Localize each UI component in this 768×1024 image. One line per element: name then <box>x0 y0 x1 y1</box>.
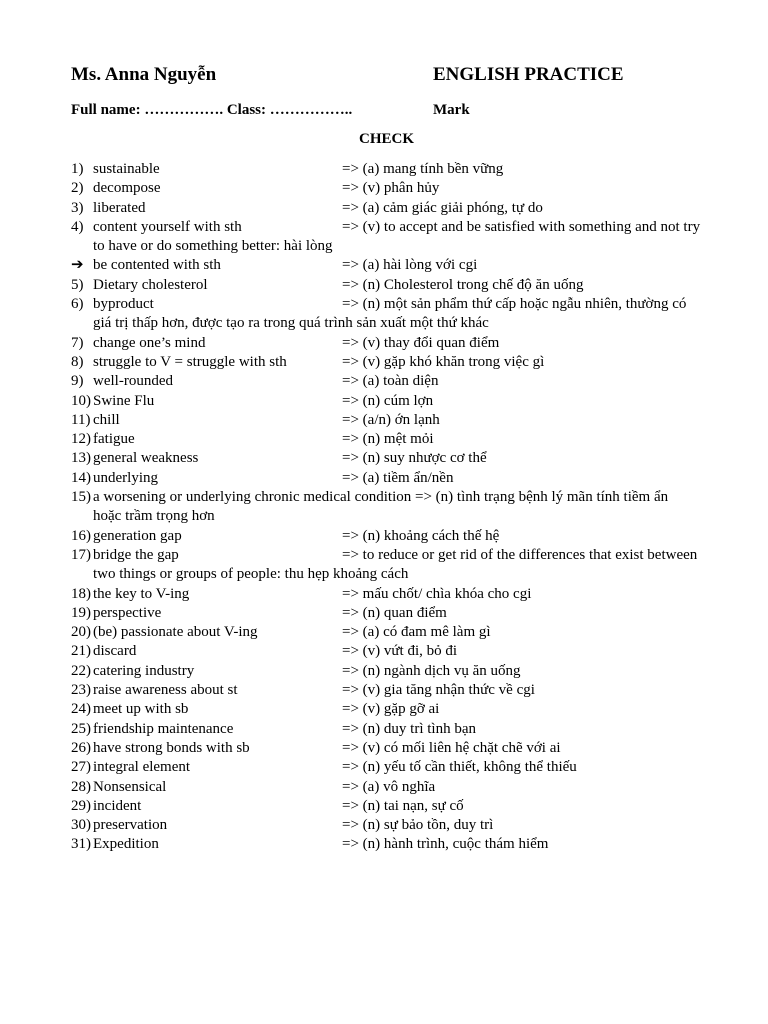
item-definition: => (n) quan điểm <box>342 604 447 621</box>
item-term: byproduct <box>93 296 154 313</box>
item-definition: => (n) mệt mỏi <box>342 431 434 448</box>
list-item <box>71 662 711 681</box>
mark-label: Mark <box>433 102 470 118</box>
item-term: fatigue <box>93 431 135 448</box>
item-definition: => (n) tai nạn, sự cố <box>342 797 464 814</box>
list-item <box>71 700 711 719</box>
fullname-class-line: Full name: ……………. Class: …………….. <box>71 102 353 118</box>
item-term: friendship maintenance <box>93 720 234 737</box>
list-item <box>71 334 711 353</box>
item-number: 7) <box>71 334 84 351</box>
item-number: 24) <box>71 701 91 718</box>
item-number: 6) <box>71 296 84 313</box>
item-number: 29) <box>71 797 91 814</box>
list-item <box>71 546 711 585</box>
item-term: generation gap <box>93 527 182 544</box>
teacher-name: Ms. Anna Nguyễn <box>71 64 217 85</box>
item-number: 3) <box>71 199 84 216</box>
worksheet-title: ENGLISH PRACTICE <box>433 64 624 85</box>
item-term: struggle to V = struggle with sth <box>93 353 287 370</box>
item-term: content yourself with sth <box>93 218 242 235</box>
item-number: 18) <box>71 585 91 602</box>
item-term: general weakness <box>93 450 199 467</box>
item-definition: => (v) gặp gỡ ai <box>342 701 440 718</box>
item-definition: => (n) sự bảo tồn, duy trì <box>342 817 494 834</box>
item-number: 23) <box>71 682 91 699</box>
list-item <box>71 623 711 642</box>
item-definition: => (n) suy nhược cơ thể <box>342 450 487 467</box>
item-number: 14) <box>71 469 91 486</box>
list-item <box>71 642 711 661</box>
item-definition: => (v) phân hủy <box>342 180 440 197</box>
item-definition: => (n) tình trạng bệnh lý mãn tính tiềm ẩn <box>411 489 669 506</box>
item-definition-continued: two things or groups of people: thu hẹp khoảng cách <box>93 566 409 583</box>
list-item <box>71 720 711 739</box>
item-number: 30) <box>71 817 91 834</box>
item-term: raise awareness about st <box>93 682 238 699</box>
item-number: 19) <box>71 604 91 621</box>
item-number: 1) <box>71 161 84 177</box>
item-term: discard <box>93 643 137 660</box>
item-term: liberated <box>93 199 146 216</box>
item-definition: => (v) to accept and be satisfied with something and not try <box>342 218 701 235</box>
item-number: 13) <box>71 450 91 467</box>
list-item <box>71 681 711 700</box>
item-number: 27) <box>71 759 91 776</box>
item-definition: => (a/n) ớn lạnh <box>342 411 440 428</box>
item-term: Dietary cholesterol <box>93 276 208 293</box>
list-item <box>71 392 711 411</box>
list-item <box>71 430 711 449</box>
list-item <box>71 295 711 334</box>
item-term: perspective <box>93 604 162 621</box>
list-item <box>71 199 711 218</box>
item-definition: => mấu chốt/ chìa khóa cho cgi <box>342 585 532 602</box>
item-definition: => (a) toàn diện <box>342 373 439 390</box>
item-term: chill <box>93 411 120 428</box>
item-definition-continued: hoặc trầm trọng hơn <box>93 508 215 525</box>
item-term: change one’s mind <box>93 334 206 351</box>
list-item <box>71 488 711 527</box>
item-number: 31) <box>71 836 91 853</box>
item-term: sustainable <box>93 161 160 177</box>
item-definition: => (v) gia tăng nhận thức về cgi <box>342 682 535 699</box>
item-definition-continued: to have or do something better: hài lòng <box>93 238 333 255</box>
item-definition: => (a) tiềm ẩn/nền <box>342 469 454 486</box>
arrow-right-icon: ➔ <box>71 257 84 274</box>
item-number: 15) <box>71 489 91 506</box>
item-number: 2) <box>71 180 84 197</box>
list-item <box>71 160 711 179</box>
item-term: have strong bonds with sb <box>93 739 250 756</box>
item-term: Expedition <box>93 836 159 853</box>
item-term: a worsening or underlying chronic medical condition <box>93 489 412 506</box>
item-term: integral element <box>93 759 191 776</box>
item-term: well-rounded <box>93 373 173 390</box>
item-number: 4) <box>71 218 84 235</box>
item-term: meet up with sb <box>93 701 189 718</box>
item-term: the key to V-ing <box>93 585 190 602</box>
list-item <box>71 585 711 604</box>
item-term: Swine Flu <box>93 392 155 409</box>
item-definition: => (a) cảm giác giải phóng, tự do <box>342 199 543 216</box>
item-term: Nonsensical <box>93 778 167 795</box>
list-item <box>71 758 711 777</box>
item-definition-continued: giá trị thấp hơn, được tạo ra trong quá trình sản xuất một thứ khác <box>93 315 489 332</box>
item-definition: => (v) vứt đi, bỏ đi <box>342 643 458 660</box>
list-item <box>71 835 711 854</box>
item-number: 21) <box>71 643 91 660</box>
item-number: 22) <box>71 662 91 679</box>
item-term: preservation <box>93 817 168 834</box>
item-term: bridge the gap <box>93 546 179 563</box>
item-definition: => (n) duy trì tình bạn <box>342 720 476 737</box>
list-item <box>71 469 711 488</box>
item-number: 25) <box>71 720 91 737</box>
item-number: 28) <box>71 778 91 795</box>
item-number: 10) <box>71 392 91 409</box>
item-term: be contented with sth <box>93 257 221 274</box>
item-number: 26) <box>71 739 91 756</box>
item-term: (be) passionate about V-ing <box>93 624 258 641</box>
list-item <box>71 372 711 391</box>
list-item <box>71 739 711 758</box>
list-item <box>71 179 711 198</box>
list-item <box>71 411 711 430</box>
item-definition: => (n) Cholesterol trong chế độ ăn uống <box>342 276 584 293</box>
item-definition: => (v) có mối liên hệ chặt chẽ với ai <box>342 739 561 756</box>
item-definition: => to reduce or get rid of the differences that exist between <box>342 546 698 563</box>
item-definition: => (a) mang tính bền vững <box>342 161 504 177</box>
item-definition: => (a) có đam mê làm gì <box>342 624 491 641</box>
list-item <box>71 256 711 275</box>
list-item <box>71 527 711 546</box>
item-definition: => (n) hành trình, cuộc thám hiểm <box>342 836 549 853</box>
item-definition: => (a) vô nghĩa <box>342 778 436 795</box>
item-number: 20) <box>71 624 91 641</box>
item-term: catering industry <box>93 662 195 679</box>
item-number: 17) <box>71 546 91 563</box>
list-item <box>71 218 711 257</box>
item-number: 9) <box>71 373 84 390</box>
item-definition: => (v) gặp khó khăn trong việc gì <box>342 353 545 370</box>
item-term: incident <box>93 797 142 814</box>
item-number: 12) <box>71 431 91 448</box>
list-item <box>71 778 711 797</box>
item-definition: => (n) yếu tố cần thiết, không thể thiếu <box>342 759 577 776</box>
list-item <box>71 449 711 468</box>
list-item <box>71 353 711 372</box>
item-definition: => (n) một sản phẩm thứ cấp hoặc ngẫu nhiên, thường có <box>342 296 687 313</box>
section-heading: CHECK <box>358 131 414 147</box>
item-number: 8) <box>71 353 84 370</box>
item-definition: => (v) thay đổi quan điểm <box>342 334 500 351</box>
list-item <box>71 604 711 623</box>
item-number: 11) <box>71 411 91 428</box>
item-number: 16) <box>71 527 91 544</box>
list-item <box>71 276 711 295</box>
list-item <box>71 797 711 816</box>
item-definition: => (n) khoảng cách thế hệ <box>342 527 500 544</box>
item-definition: => (n) cúm lợn <box>342 392 434 409</box>
item-term: underlying <box>93 469 158 486</box>
item-definition: => (a) hài lòng với cgi <box>342 257 478 274</box>
item-term: decompose <box>93 180 161 197</box>
item-definition: => (n) ngành dịch vụ ăn uống <box>342 662 521 679</box>
list-item <box>71 816 711 835</box>
vocabulary-list <box>71 160 711 855</box>
item-number: 5) <box>71 276 84 293</box>
